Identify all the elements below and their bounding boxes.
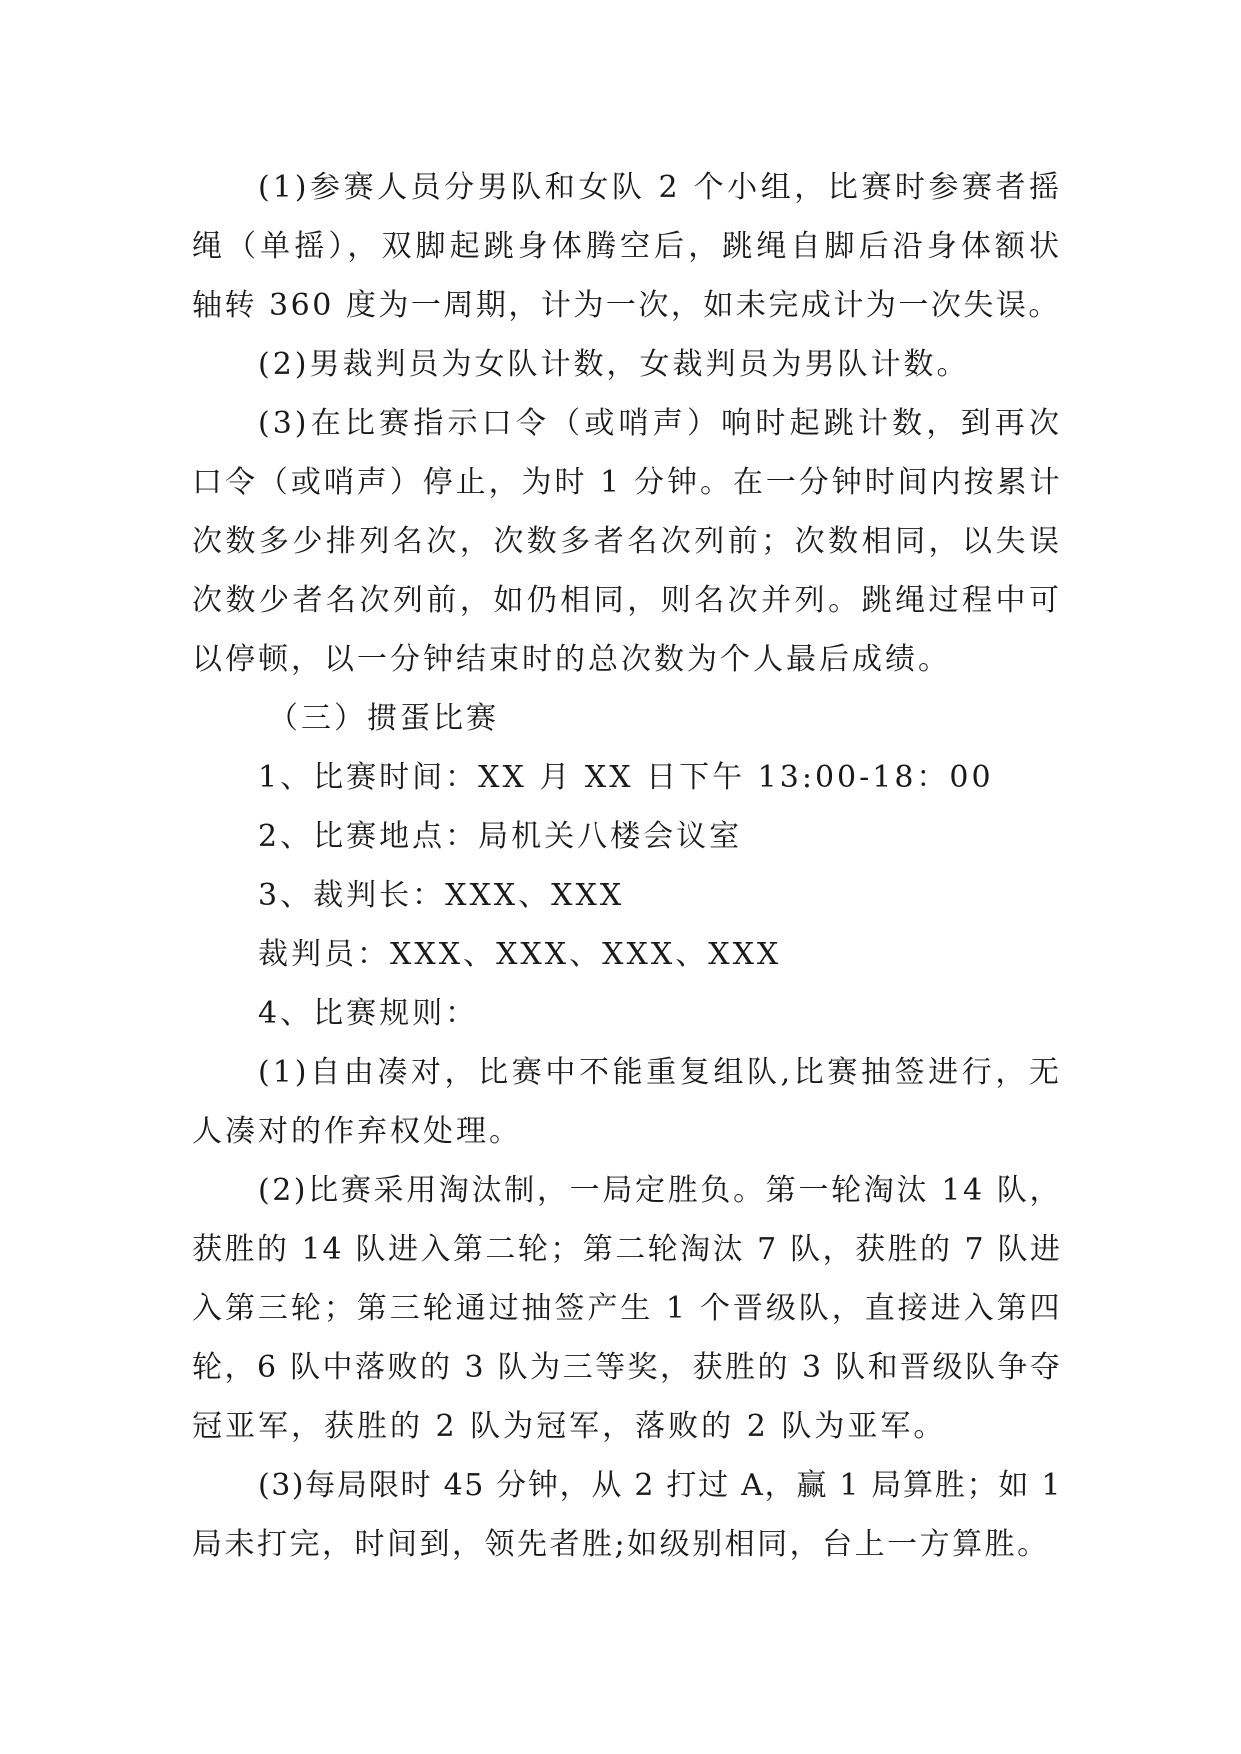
paragraph-line: 人凑对的作弃权处理。 [192, 1114, 522, 1149]
paragraph-line: 绳（单摇），双脚起跳身体腾空后，跳绳自脚后沿身体额状 [192, 229, 1062, 264]
paragraph-line: 轮，6 队中落败的 3 队为三等奖，获胜的 3 队和晋级队争夺 [192, 1350, 1062, 1385]
paragraph-line: (1)自由凑对，比赛中不能重复组队,比赛抽签进行，无 [258, 1055, 1062, 1090]
paragraph-line: (1)参赛人员分男队和女队 2 个小组，比赛时参赛者摇 [258, 170, 1062, 205]
paragraph-line: 以停顿，以一分钟结束时的总次数为个人最后成绩。 [192, 642, 951, 677]
paragraph-line: (3)每局限时 45 分钟，从 2 打过 A，赢 1 局算胜；如 1 [258, 1468, 1062, 1503]
list-item: 4、比赛规则： [258, 996, 479, 1031]
list-item: 1、比赛时间：XX 月 XX 日下午 13:00-18：00 [258, 760, 994, 795]
paragraph-line: (2)比赛采用淘汰制，一局定胜负。第一轮淘汰 14 队， [258, 1173, 1062, 1208]
paragraph-line: 次数多少排列名次，次数多者名次列前；次数相同，以失误 [192, 524, 1062, 559]
list-item: 2、比赛地点：局机关八楼会议室 [258, 819, 743, 854]
paragraph-line: (2)男裁判员为女队计数，女裁判员为男队计数。 [258, 347, 970, 382]
list-item: 3、裁判长：XXX、XXX [258, 878, 625, 913]
paragraph-line: 口令（或哨声）停止，为时 1 分钟。在一分钟时间内按累计 [192, 465, 1062, 500]
paragraph-line: 冠亚军，获胜的 2 队为冠军，落败的 2 队为亚军。 [192, 1409, 947, 1444]
paragraph-line: (3)在比赛指示口令（或哨声）响时起跳计数，到再次 [258, 406, 1062, 441]
paragraph-line: 局未打完，时间到，领先者胜;如级别相同，台上一方算胜。 [192, 1527, 1050, 1562]
list-item: 裁判员：XXX、XXX、XXX、XXX [258, 937, 782, 972]
paragraph-line: 获胜的 14 队进入第二轮；第二轮淘汰 7 队，获胜的 7 队进 [192, 1232, 1062, 1267]
section-heading: （三）掼蛋比赛 [268, 701, 499, 736]
paragraph-line: 次数少者名次列前，如仍相同，则名次并列。跳绳过程中可 [192, 583, 1062, 618]
document-body [192, 158, 1062, 1574]
paragraph-line: 轴转 360 度为一周期，计为一次，如未完成计为一次失误。 [192, 288, 1061, 323]
paragraph-line: 入第三轮；第三轮通过抽签产生 1 个晋级队，直接进入第四 [192, 1291, 1062, 1326]
